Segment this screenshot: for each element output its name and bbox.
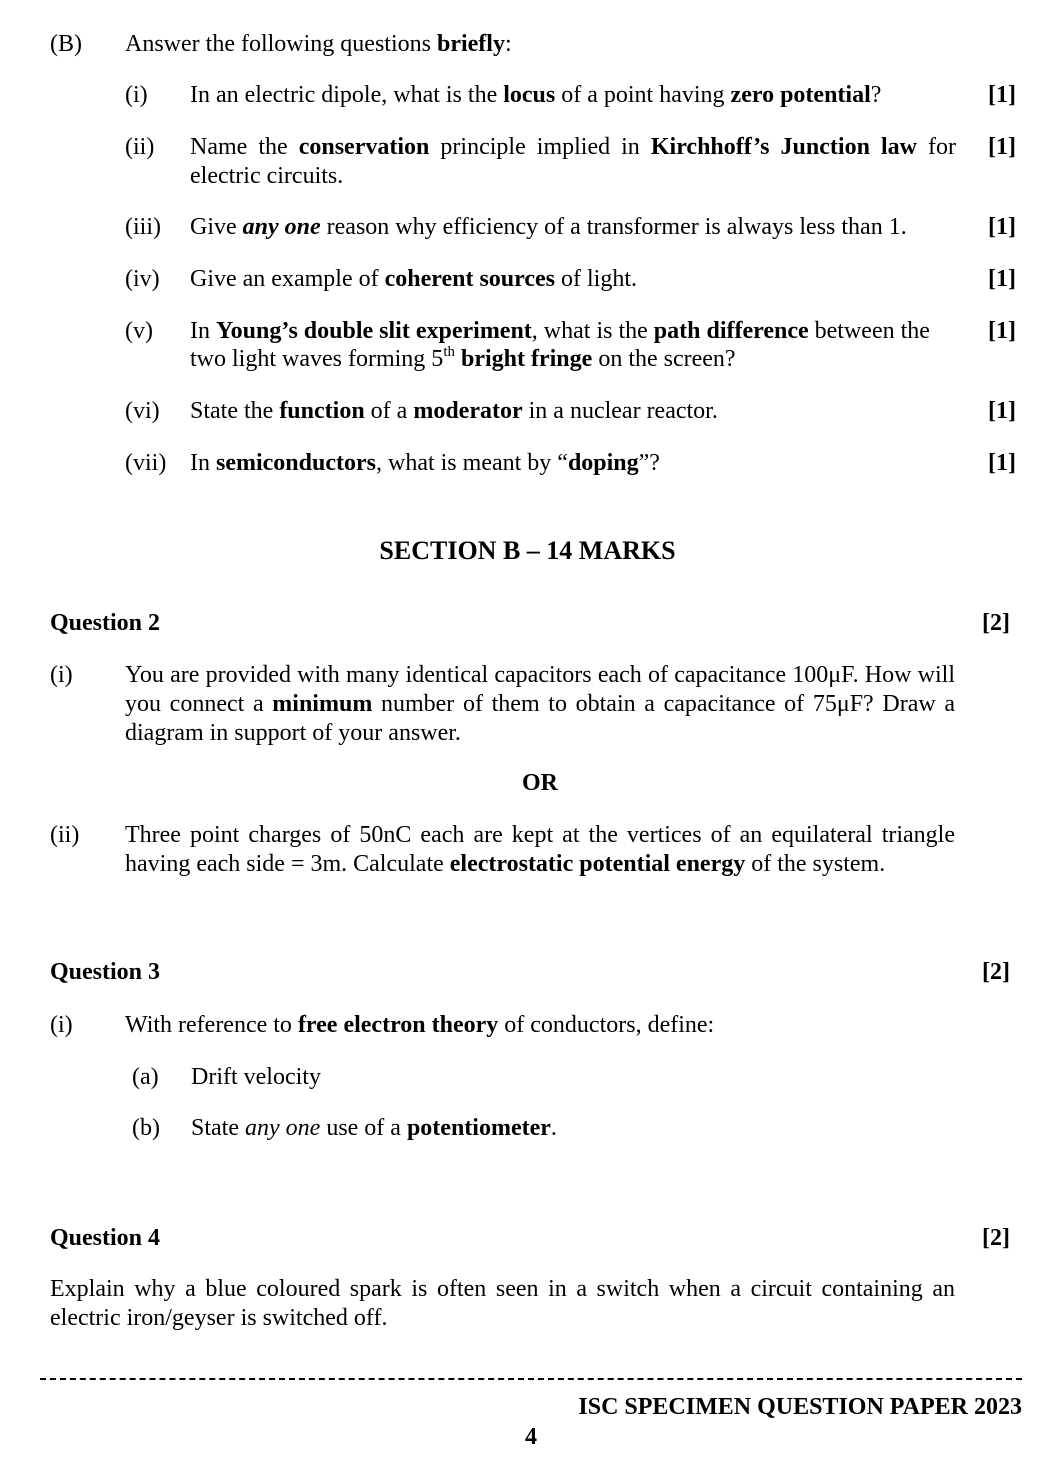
item-mark: [1]: [988, 318, 1016, 344]
question-mark: [2]: [982, 1225, 1010, 1251]
item-text: In an electric dipole, what is the locus of a point having zero potential?: [190, 82, 882, 108]
question-mark: [2]: [982, 610, 1010, 636]
footer-divider: [40, 1378, 1022, 1380]
part-b-label: (B): [50, 31, 82, 57]
sub-item-number: (a): [132, 1064, 159, 1090]
item-number: (i): [125, 82, 148, 108]
item-text: Three point charges of 50nC each are kept at the vertices of an equilateral triangle having each side = 3m. Calculate electrostatic potential energy of the system.: [125, 822, 955, 877]
item-number: (v): [125, 318, 153, 344]
section-heading: SECTION B – 14 MARKS: [379, 536, 676, 565]
question-title: Question 2: [50, 610, 161, 636]
question-title: Question 4: [50, 1225, 161, 1251]
item-number: (iv): [125, 266, 160, 292]
item-number: (ii): [125, 134, 155, 160]
item-mark: [1]: [988, 398, 1016, 424]
item-number: (i): [50, 1012, 73, 1038]
question-text: Explain why a blue coloured spark is often seen in a switch when a circuit containing an electric iron/geyser is switched off.: [50, 1276, 955, 1331]
page-number: 4: [525, 1424, 537, 1450]
item-mark: [1]: [988, 266, 1016, 292]
item-mark: [1]: [988, 450, 1016, 476]
item-text: You are provided with many identical capacitors each of capacitance 100μF. How will you connect a minimum number of them to obtain a capacitance of 75μF? Draw a diagram in support of your answer.: [125, 662, 956, 746]
item-number: (vi): [125, 398, 160, 424]
item-mark: [1]: [988, 134, 1016, 160]
item-text: In semiconductors, what is meant by “doping”?: [190, 450, 660, 476]
item-text: Give an example of coherent sources of light.: [190, 266, 638, 292]
question-title: Question 3: [50, 959, 161, 985]
item-number: (i): [50, 662, 73, 688]
sub-item-text: Drift velocity: [191, 1064, 321, 1090]
footer-title: ISC SPECIMEN QUESTION PAPER 2023: [578, 1394, 1022, 1420]
question-mark: [2]: [982, 959, 1010, 985]
sub-item-text: State any one use of a potentiometer.: [191, 1115, 557, 1141]
item-number: (ii): [50, 822, 80, 848]
item-text: In Young’s double slit experiment, what is the path difference between the two light waves forming 5th bright fringe on the screen?: [190, 318, 930, 372]
part-b-intro: Answer the following questions briefly:: [125, 31, 512, 57]
item-text: With reference to free electron theory of conductors, define:: [125, 1012, 715, 1038]
item-text: State the function of a moderator in a nuclear reactor.: [190, 398, 718, 424]
item-number: (iii): [125, 214, 161, 240]
item-number: (vii): [125, 450, 167, 476]
item-mark: [1]: [988, 82, 1016, 108]
or-separator: OR: [522, 770, 558, 796]
item-text: Name the conservation principle implied in Kirchhoff’s Junction law for electric circuits.: [190, 134, 956, 189]
sub-item-number: (b): [132, 1115, 160, 1141]
item-text: Give any one reason why efficiency of a transformer is always less than 1.: [190, 214, 907, 240]
item-mark: [1]: [988, 214, 1016, 240]
